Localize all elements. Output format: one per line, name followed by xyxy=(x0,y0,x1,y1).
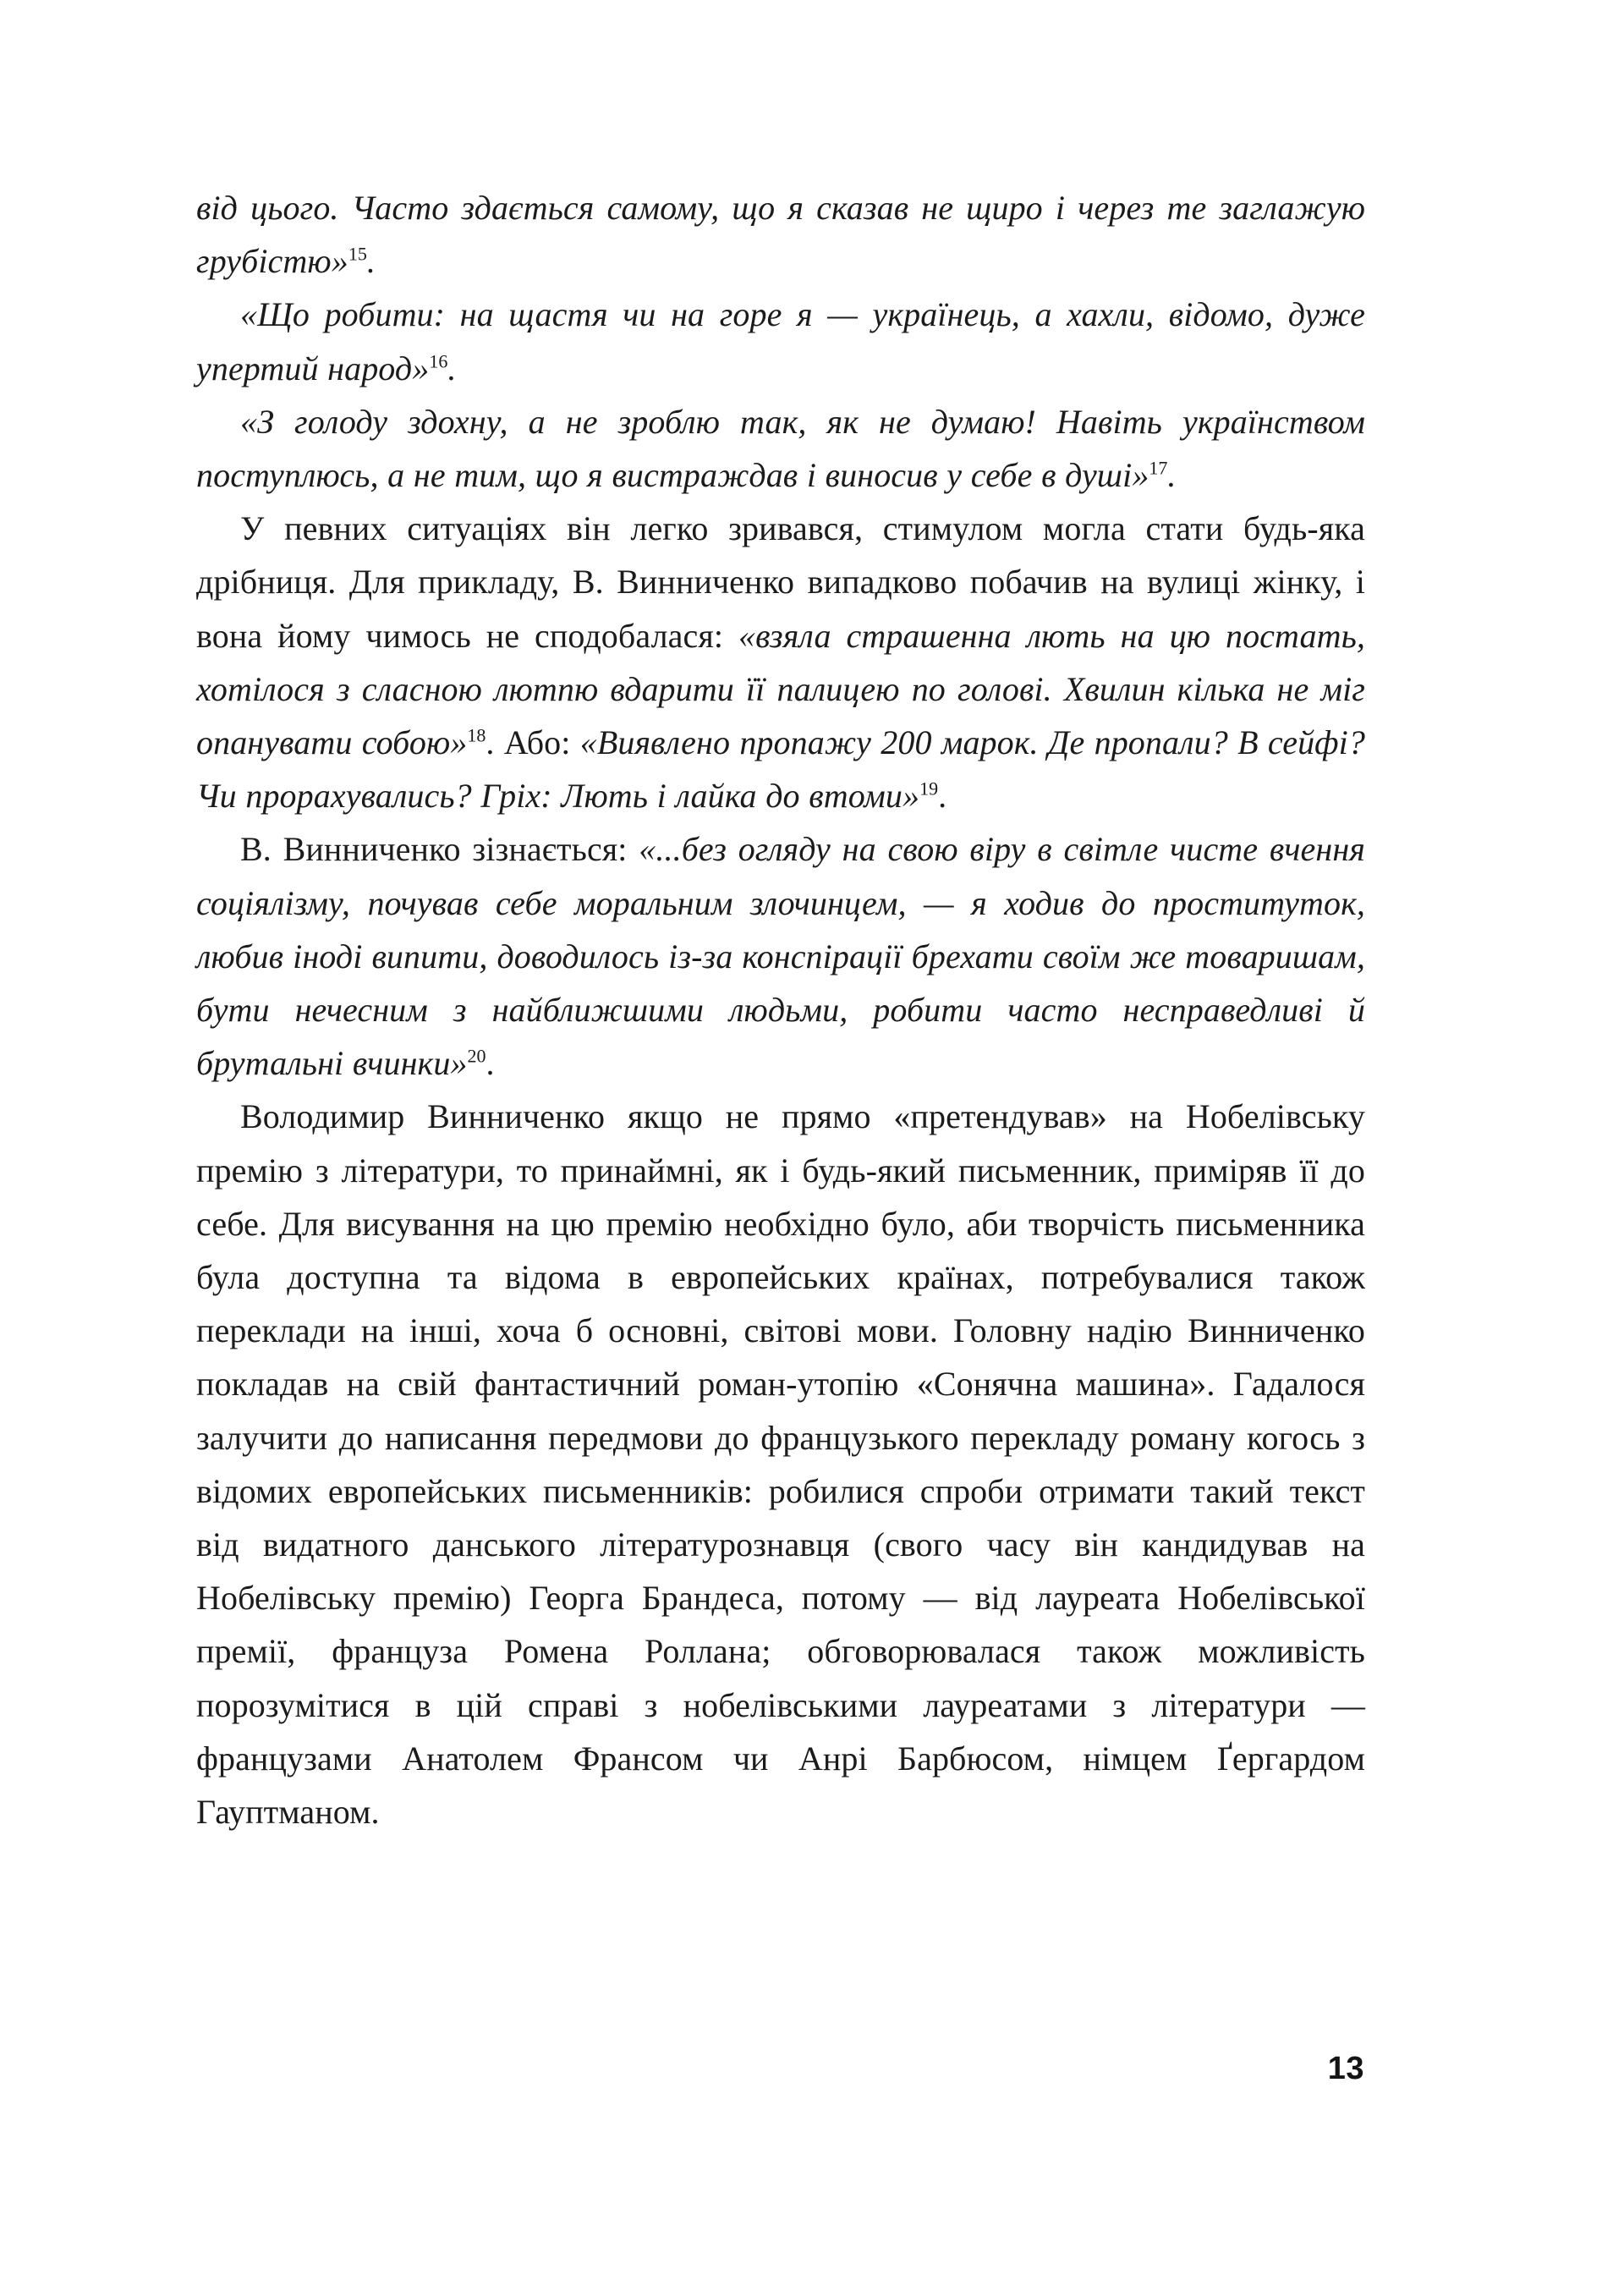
paragraph-body-20 xyxy=(196,822,1365,1090)
paragraph-trailing: . xyxy=(447,349,457,387)
paragraph-body-18-19 xyxy=(196,502,1365,822)
paragraph-quote-16 xyxy=(196,288,1365,394)
paragraph-trailing: . xyxy=(1167,456,1177,495)
paragraph-quote-17 xyxy=(196,395,1365,502)
footnote-marker-16: 16 xyxy=(429,350,448,372)
paragraph-text: «Що робити: на щастя чи на горе я — українець, а хахли, відомо, дуже упертий народ» xyxy=(196,295,1365,387)
footnote-marker-20: 20 xyxy=(467,1045,486,1067)
body-text: В. Винниченко зізнається: xyxy=(240,830,639,869)
footnote-marker-18: 18 xyxy=(467,724,486,746)
paragraph-text: «З голоду здохну, а не зроблю так, як не думаю! Навіть українством поступлюсь, а не тим, що я вистраждав і виносив у себе в душі» xyxy=(196,402,1365,495)
page-number: 13 xyxy=(1327,2051,1364,2086)
paragraph-trailing: . xyxy=(366,242,376,281)
paragraph-nobel xyxy=(196,1090,1365,1838)
paragraph-text: Володимир Винниченко якщо не прямо «претендував» на Нобелівську премію з літератури, то принаймні, як і будь-який письменник, приміряв її до себе. Для висування на цю премію необхідно було, аби творчість письменника була доступна та відома в европейських країнах, потребувалися також переклади на інші, хоча б основні, світові мови. Головну надію Винниченко покладав на свій фантастичний роман-утопію «Сонячна машина». Гадалося залучити до написання передмови до французького перекладу роману когось з відомих европейських письменників: робилися спроби отримати такий текст від видатного данського літературознавця (свого часу він кандидував на Нобелівську премію) Георга Брандеса, потому — від лауреата Нобелівської премії, француза Ромена Роллана; обговорювалася також можливість порозумітися в цій справі з нобелівськими лауреатами з літератури — французами Анатолем Франсом чи Анрі Барбюсом, німцем Ґергардом Гауптманом. xyxy=(196,1097,1365,1832)
quoted-italic-text: «...без огляду на свою віру в світле чисте вчення соціялізму, почував себе моральним злочинцем, — я ходив до проституток, любив іноді випити, доводилось із-за конспірації брехати своїм же товаришам, бути нечесним з найближшими людьми, робити часто несправедливі й брутальні вчинки» xyxy=(196,830,1365,1083)
body-text: . xyxy=(938,777,947,816)
paragraph-continuation-quote xyxy=(196,181,1365,288)
body-text: . Або: xyxy=(486,723,580,762)
paragraph-text: від цього. Часто здається самому, що я сказав не щиро і через те заглажую грубістю» xyxy=(196,189,1365,281)
footnote-marker-19: 19 xyxy=(919,778,939,800)
quoted-italic-text: «Виявлено пропажу 200 марок. Де пропали? В сейфі? Чи прорахувались? Гріх: Лють і лайка до втоми» xyxy=(196,723,1365,816)
text-column xyxy=(196,181,1365,1838)
quoted-italic-text: «взяла страшенна лють на цю постать, хотілося з сласною лютпю вдарити її палицею по голові. Хвилин кілька не міг опанувати собою» xyxy=(196,616,1365,762)
footnote-marker-17: 17 xyxy=(1149,457,1168,479)
footnote-marker-15: 15 xyxy=(348,243,367,265)
body-text: . xyxy=(486,1044,495,1083)
body-text: У певних ситуаціях він легко зривався, стимулом могла стати будь-яка дрібниця. Для прикладу, В. Винниченко випадково побачив на вулиці жінку, і вона йому чимось не сподобалася: xyxy=(196,509,1365,655)
